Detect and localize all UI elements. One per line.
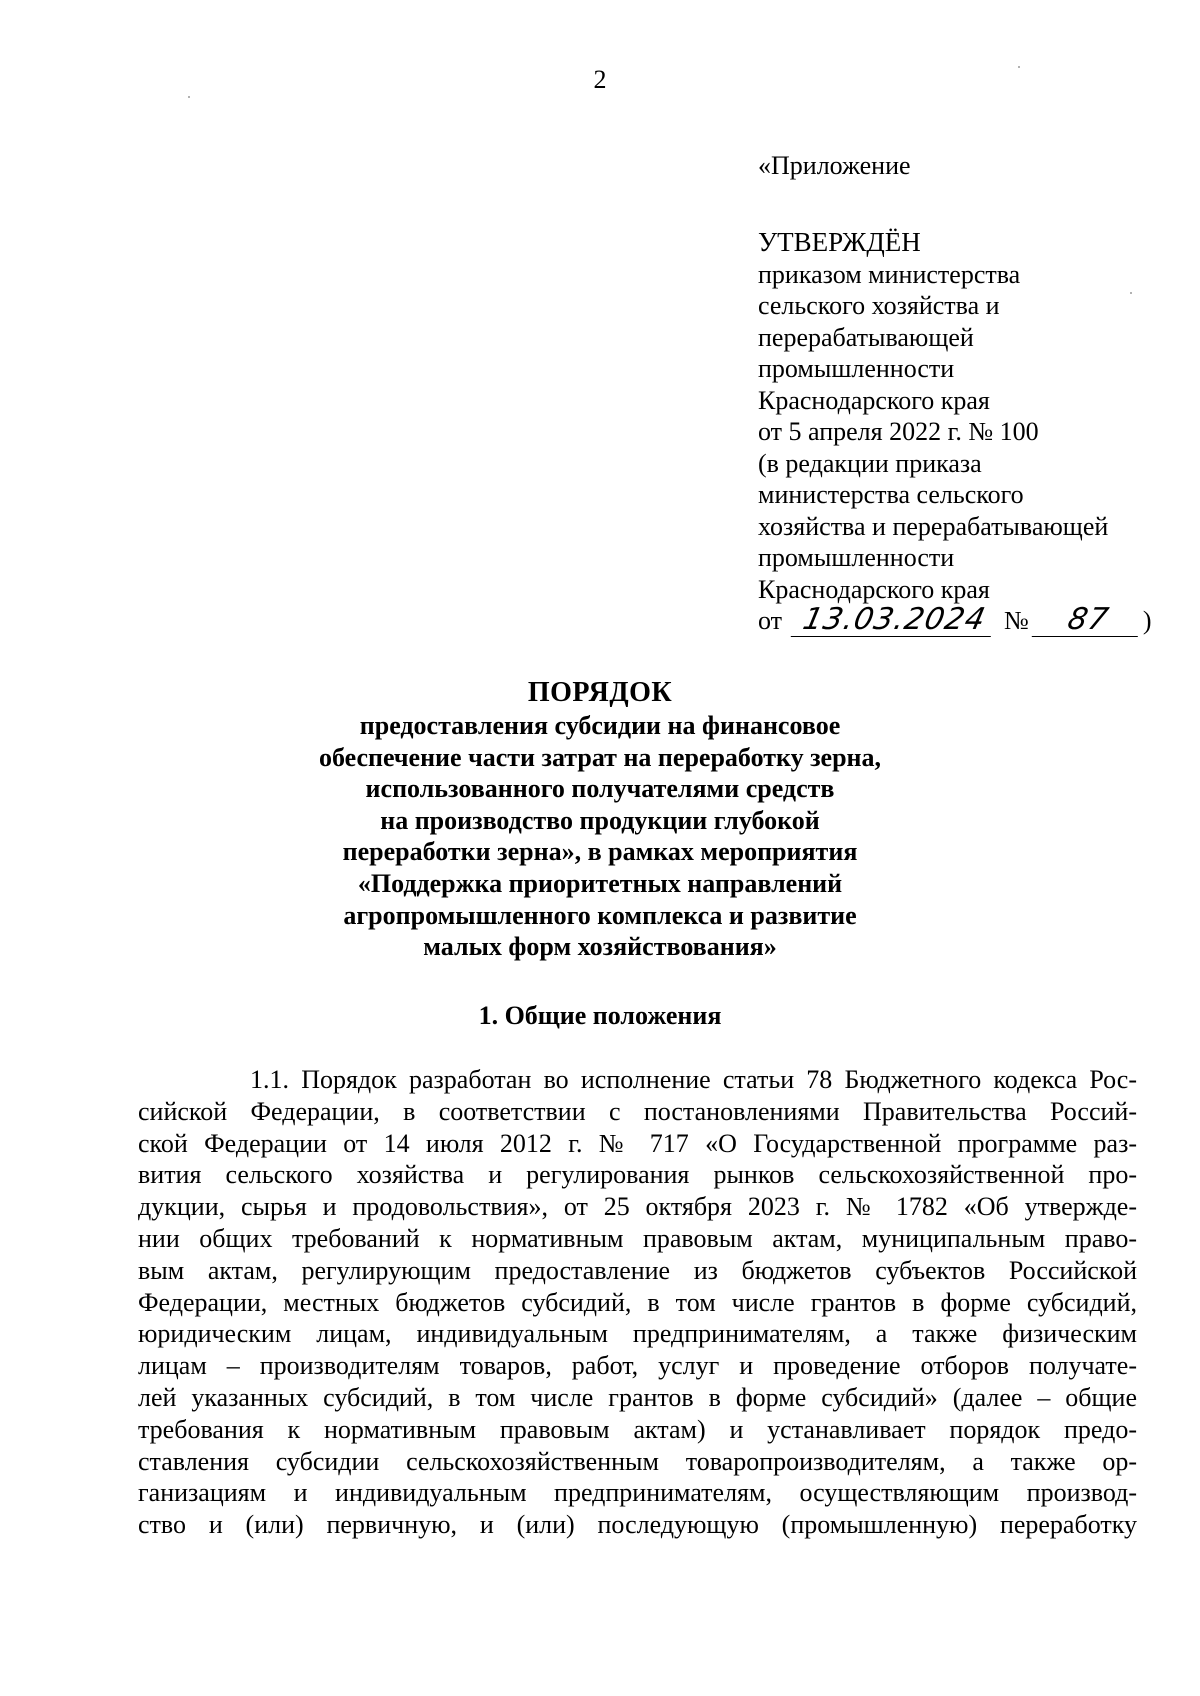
- closing-parenthesis: ): [1142, 606, 1152, 635]
- approval-line: Краснодарского края: [758, 574, 990, 604]
- page-number: 2: [593, 65, 607, 94]
- appendix-label: «Приложение: [758, 151, 911, 180]
- approval-line: сельского хозяйства и: [758, 291, 1000, 320]
- paragraph-line: сийской Федерации, в соответствии с постановлениями Правительства Россий-: [138, 1096, 1137, 1126]
- amendment-prefix: от: [758, 606, 783, 635]
- amendment-date-number-line: [758, 601, 1178, 639]
- approval-line: хозяйства и перерабатывающей: [758, 511, 1109, 541]
- paragraph-line: Федерации, местных бюджетов субсидий, в том числе грантов в форме субсидий,: [138, 1287, 1137, 1317]
- approved-heading: УТВЕРЖДЁН: [758, 226, 921, 257]
- approval-line: приказом министерства: [758, 259, 1021, 289]
- approval-line: Краснодарского края: [758, 385, 990, 415]
- document-title-block: [0, 676, 1200, 963]
- document-subtitle-line: предоставления субсидии на финансовое: [359, 711, 841, 740]
- approval-line: министерства сельского: [758, 480, 1024, 509]
- handwritten-number: 87: [1032, 606, 1145, 637]
- scan-speck: [188, 96, 190, 98]
- paragraph-1-1: [138, 1064, 1137, 1541]
- document-subtitle-line: переработки зерна», в рамках мероприятия: [342, 837, 858, 867]
- section-heading: 1. Общие положения: [478, 1001, 722, 1030]
- paragraph-line: вития сельского хозяйства и регулирования рынков сельскохозяйственной про-: [138, 1160, 1137, 1190]
- paragraph-line: лей указанных субсидий, в том числе грантов в форме субсидий» (далее – общие: [138, 1382, 1137, 1412]
- paragraph-line: ганизациям и индивидуальным предпринимателям, осуществляющим производ-: [138, 1478, 1137, 1508]
- scan-speck: [1130, 292, 1132, 294]
- number-sign: №: [1004, 606, 1029, 635]
- paragraph-line: юридическим лицам, индивидуальным предпринимателям, а также физическим: [138, 1319, 1137, 1349]
- paragraph-line: дукции, сырья и продовольствия», от 25 октября 2023 г. № 1782 «Об утвержде-: [138, 1192, 1137, 1222]
- document-subtitle-line: на производство продукции глубокой: [380, 805, 820, 835]
- paragraph-line: требования к нормативным правовым актам) и устанавливает порядок предо-: [138, 1414, 1137, 1444]
- scan-speck: [1018, 66, 1020, 68]
- document-subtitle-line: использованного получателями средств: [365, 774, 835, 804]
- document-subtitle-line: обеспечение части затрат на переработку зерна,: [318, 742, 882, 772]
- approval-line: (в редакции приказа: [758, 448, 982, 478]
- document-subtitle-line: малых форм хозяйствования»: [423, 932, 777, 962]
- document-title: ПОРЯДОК: [527, 677, 673, 708]
- paragraph-line: лицам – производителям товаров, работ, услуг и проведение отборов получате-: [138, 1351, 1137, 1381]
- paragraph-line: ство и (или) первичную, и (или) последующую (промышленную) переработку: [138, 1510, 1137, 1540]
- paragraph-line: вым актам, регулирующим предоставление из бюджетов субъектов Российской: [138, 1255, 1137, 1285]
- approval-line: промышленности: [758, 543, 955, 572]
- document-subtitle-line: «Поддержка приоритетных направлений: [357, 868, 843, 898]
- handwritten-date: 13.03.2024: [791, 606, 998, 637]
- paragraph-line: 1.1. Порядок разработан во исполнение статьи 78 Бюджетного кодекса Рос-: [250, 1065, 1137, 1094]
- document-subtitle-line: агропромышленного комплекса и развитие: [343, 900, 857, 930]
- paragraph-line: ставления субсидии сельскохозяйственным товаропроизводителям, а также ор-: [138, 1446, 1137, 1476]
- paragraph-line: ской Федерации от 14 июля 2012 г. № 717 «О Государственной программе раз-: [138, 1128, 1137, 1158]
- approval-stamp-block: [758, 150, 1178, 639]
- paragraph-line: нии общих требований к нормативным правовым актам, муниципальным право-: [138, 1223, 1137, 1253]
- approval-line: перерабатывающей: [758, 322, 974, 352]
- approval-line: промышленности: [758, 354, 955, 383]
- approval-line: от 5 апреля 2022 г. № 100: [758, 417, 1039, 446]
